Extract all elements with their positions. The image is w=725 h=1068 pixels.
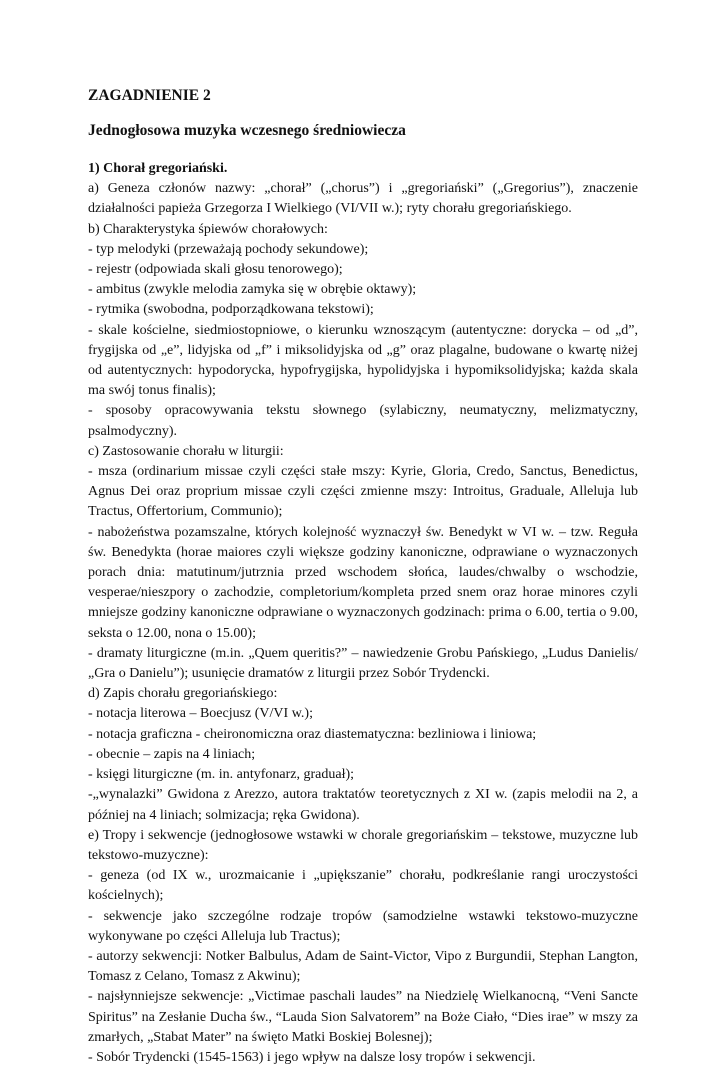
paragraph: - księgi liturgiczne (m. in. antyfonarz, graduał);: [88, 767, 355, 783]
paragraph: - msza (ordinarium missae czyli części stałe mszy: Kyrie, Gloria, Credo, Sanctus, Benedictus, Agnus Dei oraz proprium missae czyli części zmienne mszy: Introitus, Graduale, Alleluja lub Tractus, Offertorium, Communio);: [88, 464, 638, 520]
paragraph: - nabożeństwa pozamszalne, których kolejność wyznaczył św. Benedykt w VI w. – tzw. Reguła św. Benedykta (horae maiores czyli większe godziny kanoniczne, odprawiane o wyznaczonych porach dnia: matutinum/jutrznia przed wschodem słońca, laudes/chwalby o wschodzie, vesperae/nieszpory o zachodzie, completorium/kompleta przed snem oraz horae minores czyli mniejsze godziny kanoniczne odprawiane o wyznaczonych godzinach: prima o 6.00, tertia o 9.00, seksta o 12.00, nona o 15.00);: [88, 524, 638, 641]
paragraph: - obecnie – zapis na 4 liniach;: [88, 746, 256, 762]
paragraph: - rytmika (swobodna, podporządkowana tekstowi);: [88, 302, 374, 318]
paragraph: - dramaty liturgiczne (m.in. „Quem queritis?” – nawiedzenie Grobu Pańskiego, „Ludus Danielis/„Gra o Danielu”); usunięcie dramatów z liturgii przez Sobór Trydencki.: [88, 645, 638, 682]
document-subtitle: Jednogłosowa muzyka wczesnego średniowiecza: [88, 122, 406, 139]
paragraph: d) Zapis chorału gregoriańskiego:: [88, 686, 278, 702]
section-heading: 1) Chorał gregoriański.: [88, 161, 228, 176]
paragraph: - typ melodyki (przeważają pochody sekundowe);: [88, 241, 369, 257]
paragraph: - sekwencje jako szczególne rodzaje tropów (samodzielne wstawki tekstowo-muzyczne wykonywane po części Alleluja lub Tractus);: [88, 908, 638, 944]
paragraph: - skale kościelne, siedmiostopniowe, o kierunku wznoszącym (autentyczne: dorycka – od „d”, frygijska od „e”, lidyjska od „f” i miksolidyjska od „g” oraz plagalne, budowane o kwartę niżej od autentycznych: hypodorycka, hypofrygijska, hypolidyjska i hypomiksolidyjska; każda skala ma swój tonus finalis);: [88, 322, 638, 399]
paragraph: - sposoby opracowywania tekstu słownego (sylabiczny, neumatyczny, melizmatyczny, psalmodyczny).: [88, 403, 638, 439]
paragraph: - notacja literowa – Boecjusz (V/VI w.);: [88, 706, 313, 722]
paragraph: - ambitus (zwykle melodia zamyka się w obrębie oktawy);: [88, 282, 417, 298]
paragraph: - geneza (od IX w., urozmaicanie i „upiększanie” chorału, podkreślanie rangi uroczystości kościelnych);: [88, 868, 638, 904]
paragraph: - rejestr (odpowiada skali głosu tenorowego);: [88, 262, 343, 278]
paragraph: - Sobór Trydencki (1545-1563) i jego wpływ na dalsze losy tropów i sekwencji.: [88, 1049, 536, 1065]
document-body: [88, 159, 638, 1068]
paragraph: - najsłynniejsze sekwencje: „Victimae paschali laudes” na Niedzielę Wielkanocną, “Veni Sancte Spiritus” na Zesłanie Ducha św., “Lauda Sion Salvatorem” na Boże Ciało, “Dies irae” w mszy za zmarłych, „Stabat Mater” na święto Matki Boskiej Bolesnej);: [88, 989, 638, 1045]
document-title: ZAGADNIENIE 2: [88, 87, 211, 104]
paragraph: -„wynalazki” Gwidona z Arezzo, autora traktatów teoretycznych z XI w. (zapis melodii na 2, a później na 4 liniach; solmizacja; ręka Gwidona).: [88, 787, 638, 823]
paragraph: - autorzy sekwencji: Notker Balbulus, Adam de Saint-Victor, Vipo z Burgundii, Stephan Langton, Tomasz z Celano, Tomasz z Akwinu);: [88, 948, 638, 985]
paragraph: - notacja graficzna - cheironomiczna oraz diastematyczna: bezliniowa i liniowa;: [88, 726, 537, 742]
paragraph: a) Geneza członów nazwy: „chorał” („chorus”) i „gregoriański” („Gregorius”), znaczenie działalności papieża Grzegorza I Wielkiego (VI/VII w.); ryty chorału gregoriańskiego.: [88, 181, 638, 217]
paragraph: c) Zastosowanie chorału w liturgii:: [88, 443, 284, 459]
paragraph: e) Tropy i sekwencje (jednogłosowe wstawki w chorale gregoriańskim – tekstowe, muzyczne lub tekstowo-muzyczne):: [88, 827, 638, 863]
paragraph: b) Charakterystyka śpiewów chorałowych:: [88, 221, 328, 237]
